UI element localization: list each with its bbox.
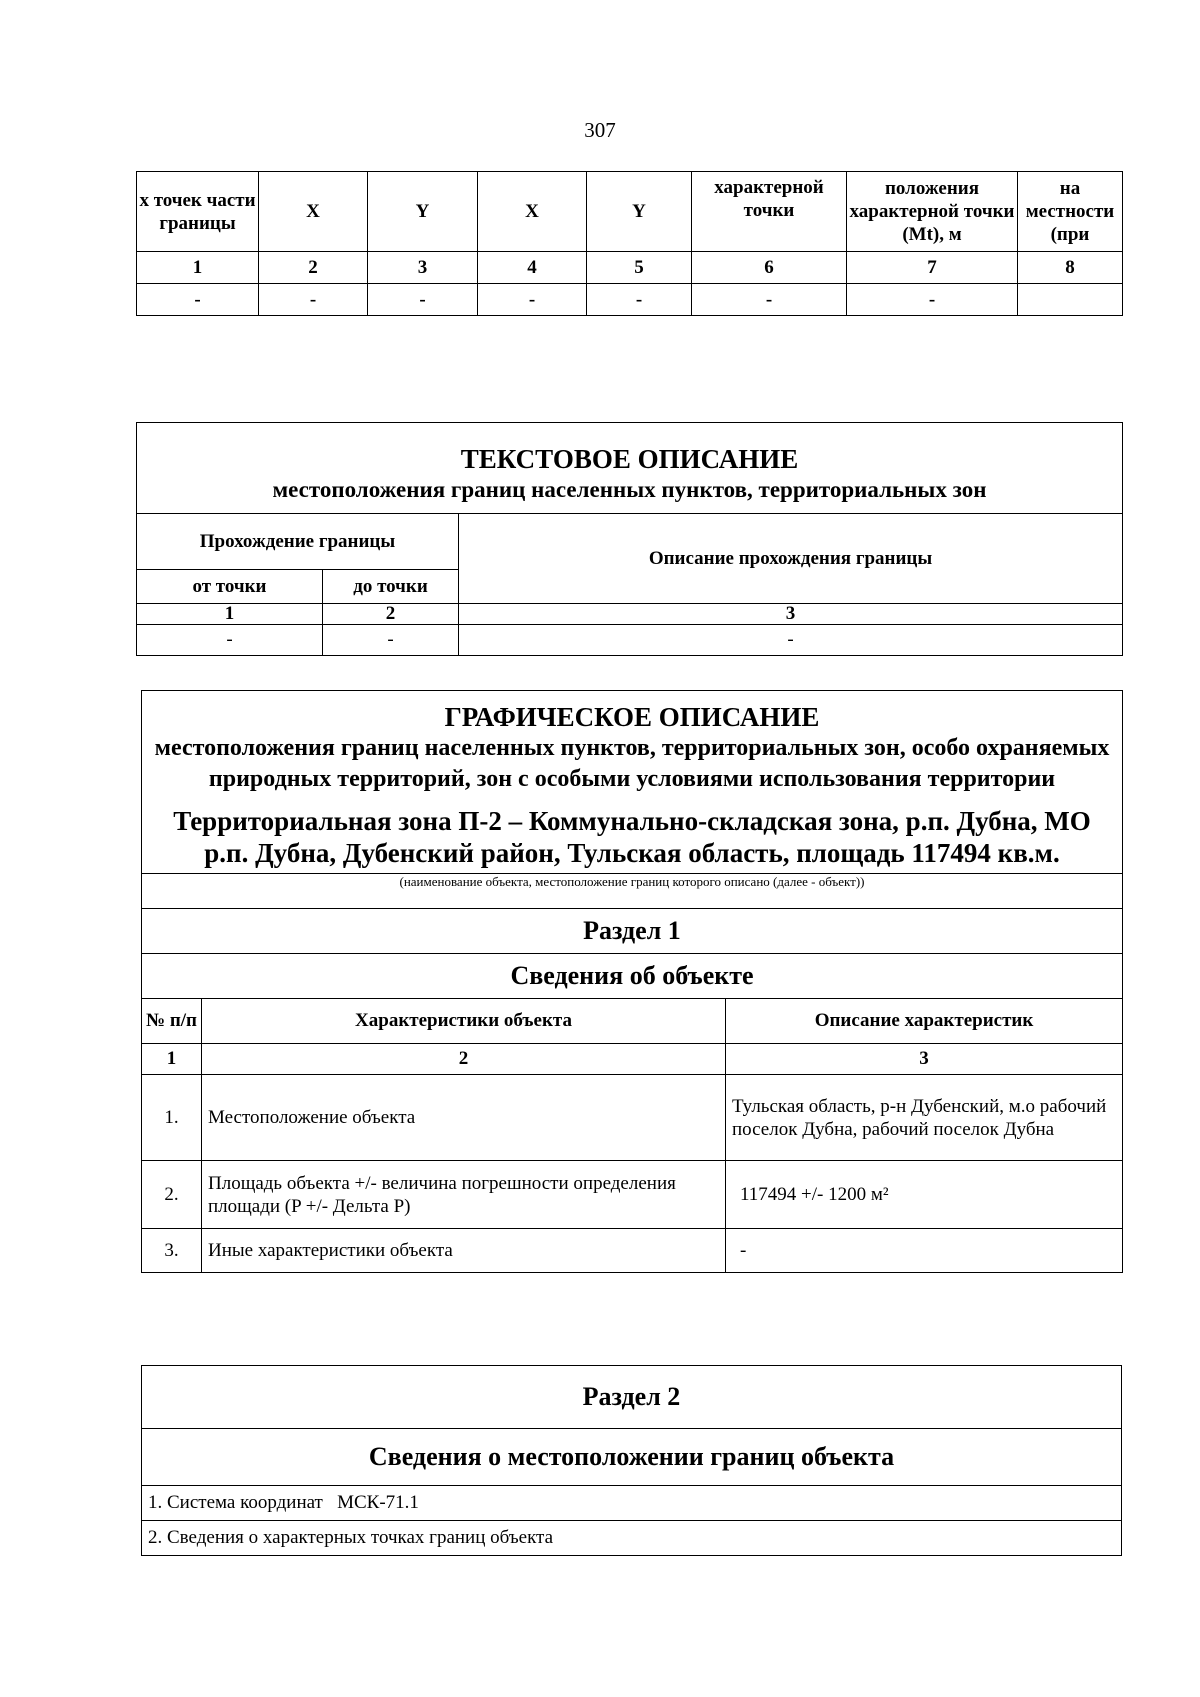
table-header-row — [142, 999, 1123, 1044]
text-description-table — [136, 422, 1123, 656]
table-cell: 6 — [692, 252, 847, 284]
table-cell: - — [259, 284, 368, 316]
header-cell: Описание характеристик — [726, 999, 1123, 1044]
table-cell: 117494 +/- 1200 м² — [726, 1161, 1123, 1229]
header-cell: от точки — [137, 570, 323, 604]
title-sub: местоположения границ населенных пунктов, территориальных зон — [272, 477, 987, 502]
table-row — [137, 625, 1123, 656]
note-row — [142, 874, 1123, 909]
table-title-row — [142, 691, 1123, 874]
table-cell: Иные характеристики объекта — [202, 1229, 726, 1273]
table-cell: 1 — [142, 1044, 202, 1075]
header-cell: х точек части границы — [137, 172, 259, 252]
title-sub: местоположения границ населенных пунктов, территориальных зон, особо охраняемых природных территорий, зон с особыми условиями использования территории — [154, 735, 1110, 792]
table-cell: - — [459, 625, 1123, 656]
header-cell: X — [259, 172, 368, 252]
table-row — [142, 1044, 1123, 1075]
header-cell: характерной точки — [692, 172, 847, 252]
table-cell: Тульская область, р-н Дубенский, м.о рабочий поселок Дубна, рабочий поселок Дубна — [726, 1075, 1123, 1161]
table-cell: - — [368, 284, 478, 316]
table-cell: Местоположение объекта — [202, 1075, 726, 1161]
table-row — [142, 1521, 1122, 1556]
table-cell: 2. — [142, 1161, 202, 1229]
table-cell: - — [726, 1229, 1123, 1273]
table-cell: 2 — [323, 604, 459, 625]
table-row — [137, 252, 1123, 284]
table-cell: 1 — [137, 604, 323, 625]
table-cell: 5 — [587, 252, 692, 284]
table-cell: - — [323, 625, 459, 656]
table-cell: 7 — [847, 252, 1018, 284]
section2-title: Сведения о местоположении границ объекта — [142, 1429, 1122, 1486]
table-cell: 3 — [459, 604, 1123, 625]
coordinates-table — [136, 171, 1123, 316]
header-cell: X — [478, 172, 587, 252]
table-cell: - — [478, 284, 587, 316]
points-info-line: 2. Сведения о характерных точках границ объекта — [142, 1521, 1122, 1556]
table-cell: - — [137, 284, 259, 316]
header-cell: положения характерной точки (Mt), м — [847, 172, 1018, 252]
table-cell: - — [847, 284, 1018, 316]
table-row — [142, 1229, 1123, 1273]
table-cell: 3. — [142, 1229, 202, 1273]
table-cell: - — [692, 284, 847, 316]
table-row — [142, 1486, 1122, 1521]
table-row — [137, 284, 1123, 316]
table-cell: 2 — [202, 1044, 726, 1075]
table-header-row — [137, 172, 1123, 252]
object-name: Территориальная зона П-2 – Коммунально-складская зона, р.п. Дубна, МО р.п. Дубна, Дубенский район, Тульская область, площадь 117494 кв.м. — [173, 806, 1091, 868]
table-cell: 1. — [142, 1075, 202, 1161]
table-cell: 4 — [478, 252, 587, 284]
graphic-description-title — [142, 691, 1123, 874]
header-cell: Y — [587, 172, 692, 252]
header-cell: до точки — [323, 570, 459, 604]
header-cell: № п/п — [142, 999, 202, 1044]
text-description-title — [137, 423, 1123, 514]
table-cell: 2 — [259, 252, 368, 284]
table-row — [137, 604, 1123, 625]
table-cell — [1018, 284, 1123, 316]
table-cell: - — [137, 625, 323, 656]
table-cell: Площадь объекта +/- величина погрешности определения площади (P +/- Дельта P) — [202, 1161, 726, 1229]
table-cell: 3 — [726, 1044, 1123, 1075]
section-row — [142, 909, 1123, 954]
section1-title: Сведения об объекте — [142, 954, 1123, 999]
section2-heading: Раздел 2 — [142, 1366, 1122, 1429]
table-title-row — [137, 423, 1123, 514]
header-cell: Характеристики объекта — [202, 999, 726, 1044]
coordinate-system-line: 1. Система координат МСК-71.1 — [142, 1486, 1122, 1521]
section-row — [142, 954, 1123, 999]
section2-table — [141, 1365, 1122, 1556]
section1-heading: Раздел 1 — [142, 909, 1123, 954]
object-note: (наименование объекта, местоположение границ которого описано (далее - объект)) — [142, 874, 1123, 909]
section-row — [142, 1429, 1122, 1486]
section-row — [142, 1366, 1122, 1429]
table-row — [142, 1075, 1123, 1161]
table-row — [142, 1161, 1123, 1229]
page-number: 307 — [584, 118, 616, 142]
table-cell: - — [587, 284, 692, 316]
table-cell: 1 — [137, 252, 259, 284]
graphic-description-table — [141, 690, 1123, 1273]
table-cell: 8 — [1018, 252, 1123, 284]
header-cell: Y — [368, 172, 478, 252]
header-cell: Прохождение границы — [137, 514, 459, 570]
header-cell: Описание прохождения границы — [459, 514, 1123, 604]
title-main: ГРАФИЧЕСКОЕ ОПИСАНИЕ — [444, 702, 820, 732]
header-cell: на местности (при — [1018, 172, 1123, 252]
table-header-row — [137, 514, 1123, 570]
title-main: ТЕКСТОВОЕ ОПИСАНИЕ — [460, 444, 799, 474]
table-cell: 3 — [368, 252, 478, 284]
